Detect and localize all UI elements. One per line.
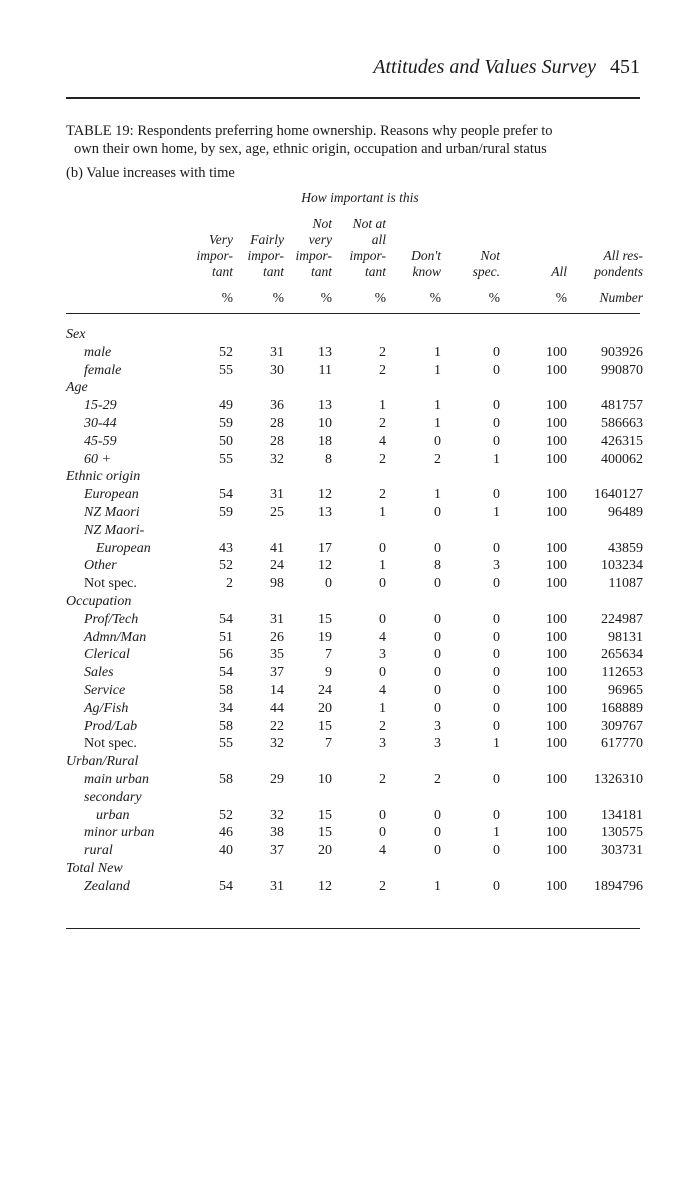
cell-notspec: 0	[493, 541, 500, 556]
cell-all: 100	[546, 558, 567, 573]
cell-all: 100	[546, 398, 567, 413]
table-row	[0, 736, 700, 754]
cell-notspec: 0	[493, 576, 500, 591]
row-label: minor urban	[84, 825, 155, 840]
table-row	[0, 612, 700, 630]
cell-dontknow: 0	[434, 647, 441, 662]
table-row	[0, 558, 700, 576]
cell-notall: 0	[379, 665, 386, 680]
cell-all: 100	[546, 630, 567, 645]
table-row	[0, 452, 700, 470]
cell-notvery: 11	[318, 363, 332, 378]
cell-notall: 2	[379, 879, 386, 894]
cell-notvery: 13	[318, 345, 332, 360]
cell-fairly: 41	[270, 541, 284, 556]
cell-all: 100	[546, 683, 567, 698]
table-row	[0, 719, 700, 737]
cell-all: 100	[546, 487, 567, 502]
table-row	[0, 825, 700, 843]
row-label: male	[84, 345, 112, 360]
row-label: 30-44	[84, 416, 117, 431]
unit-label: Number	[599, 290, 643, 305]
cell-notspec: 0	[493, 665, 500, 680]
cell-fairly: 32	[270, 452, 284, 467]
cell-notspec: 1	[493, 452, 500, 467]
cell-very: 52	[219, 558, 233, 573]
cell-very: 43	[219, 541, 233, 556]
cell-all: 100	[546, 665, 567, 680]
col-header-dontknow-line: know	[412, 264, 441, 279]
cell-notspec: 0	[493, 487, 500, 502]
cell-dontknow: 2	[434, 772, 441, 787]
cell-fairly: 44	[270, 701, 284, 716]
cell-notall: 1	[379, 701, 386, 716]
cell-fairly: 32	[270, 808, 284, 823]
cell-notvery: 7	[325, 647, 332, 662]
caption-line-1: TABLE 19: Respondents preferring home ownership. Reasons why people prefer to	[66, 123, 553, 139]
cell-notall: 1	[379, 398, 386, 413]
cell-all: 100	[546, 647, 567, 662]
row-label: Sex	[66, 327, 86, 342]
cell-fairly: 26	[270, 630, 284, 645]
cell-dontknow: 3	[434, 736, 441, 751]
cell-fairly: 98	[270, 576, 284, 591]
cell-dontknow: 0	[434, 808, 441, 823]
cell-allresp: 617770	[601, 736, 643, 751]
group-heading: How important is this	[301, 190, 419, 205]
unit-label: %	[320, 290, 332, 305]
row-label: Occupation	[66, 594, 132, 609]
cell-allresp: 1640127	[594, 487, 643, 502]
page-number: 451	[610, 56, 640, 78]
cell-notvery: 15	[318, 825, 332, 840]
cell-fairly: 28	[270, 416, 284, 431]
cell-allresp: 112653	[601, 665, 643, 680]
cell-notall: 2	[379, 487, 386, 502]
cell-notall: 0	[379, 612, 386, 627]
cell-allresp: 224987	[601, 612, 643, 627]
cell-very: 54	[219, 612, 233, 627]
cell-notvery: 18	[318, 434, 332, 449]
cell-very: 58	[219, 683, 233, 698]
cell-all: 100	[546, 541, 567, 556]
row-label: main urban	[84, 772, 149, 787]
cell-all: 100	[546, 345, 567, 360]
row-label: European	[96, 541, 151, 556]
cell-dontknow: 0	[434, 665, 441, 680]
row-label: Total New	[66, 861, 123, 876]
table-row	[0, 434, 700, 452]
table-subcaption: (b) Value increases with time	[66, 165, 235, 181]
cell-allresp: 426315	[601, 434, 643, 449]
col-header-fairly-line: tant	[262, 264, 284, 279]
cell-very: 59	[219, 505, 233, 520]
cell-very: 55	[219, 363, 233, 378]
cell-notvery: 17	[318, 541, 332, 556]
cell-allresp: 130575	[601, 825, 643, 840]
cell-notall: 2	[379, 772, 386, 787]
cell-allresp: 400062	[601, 452, 643, 467]
row-label: Age	[66, 380, 88, 395]
cell-very: 58	[219, 772, 233, 787]
cell-fairly: 32	[270, 736, 284, 751]
cell-notspec: 0	[493, 719, 500, 734]
table-row	[0, 363, 700, 381]
cell-all: 100	[546, 576, 567, 591]
cell-notspec: 1	[493, 825, 500, 840]
row-label: Prod/Lab	[84, 719, 138, 734]
cell-allresp: 265634	[601, 647, 643, 662]
cell-notall: 1	[379, 505, 386, 520]
cell-very: 54	[219, 487, 233, 502]
cell-notspec: 3	[493, 558, 500, 573]
col-header-notspec-line: Not	[480, 248, 500, 263]
table-row	[0, 398, 700, 416]
cell-notspec: 0	[493, 843, 500, 858]
cell-notspec: 0	[493, 612, 500, 627]
col-header-fairly-line: impor-	[247, 248, 284, 263]
cell-all: 100	[546, 505, 567, 520]
row-label: Prof/Tech	[84, 612, 139, 627]
cell-notall: 3	[379, 736, 386, 751]
cell-fairly: 31	[270, 487, 284, 502]
cell-notspec: 0	[493, 879, 500, 894]
cell-all: 100	[546, 719, 567, 734]
col-header-very-line: impor-	[196, 248, 233, 263]
cell-fairly: 25	[270, 505, 284, 520]
cell-dontknow: 0	[434, 576, 441, 591]
cell-notspec: 0	[493, 363, 500, 378]
row-label: European	[84, 487, 139, 502]
cell-notspec: 0	[493, 345, 500, 360]
cell-very: 55	[219, 736, 233, 751]
table-row	[0, 843, 700, 861]
cell-notvery: 10	[318, 416, 332, 431]
cell-fairly: 38	[270, 825, 284, 840]
cell-all: 100	[546, 416, 567, 431]
cell-very: 56	[219, 647, 233, 662]
column-header-rule	[66, 313, 640, 314]
table-row	[0, 701, 700, 719]
cell-dontknow: 0	[434, 612, 441, 627]
row-label: Admn/Man	[84, 630, 147, 645]
cell-very: 59	[219, 416, 233, 431]
group-label-row	[0, 594, 700, 612]
cell-notspec: 1	[493, 505, 500, 520]
row-label: Not spec.	[84, 736, 137, 751]
cell-dontknow: 0	[434, 541, 441, 556]
cell-notvery: 15	[318, 612, 332, 627]
col-header-notvery-line: impor-	[295, 248, 332, 263]
cell-notvery: 24	[318, 683, 332, 698]
col-header-notall-line: Not at	[352, 216, 386, 231]
table-row	[0, 576, 700, 594]
cell-fairly: 31	[270, 879, 284, 894]
cell-allresp: 1894796	[594, 879, 643, 894]
cell-notvery: 10	[318, 772, 332, 787]
group-label-row	[0, 861, 700, 879]
cell-allresp: 96489	[608, 505, 643, 520]
cell-all: 100	[546, 808, 567, 823]
cell-very: 58	[219, 719, 233, 734]
cell-all: 100	[546, 772, 567, 787]
cell-fairly: 14	[270, 683, 284, 698]
cell-notspec: 0	[493, 647, 500, 662]
cell-very: 51	[219, 630, 233, 645]
running-header	[66, 56, 640, 79]
cell-fairly: 35	[270, 647, 284, 662]
col-header-notvery-line: very	[308, 232, 332, 247]
cell-notvery: 0	[325, 576, 332, 591]
cell-all: 100	[546, 363, 567, 378]
cell-notvery: 12	[318, 487, 332, 502]
cell-notall: 2	[379, 416, 386, 431]
running-title: Attitudes and Values Survey	[373, 56, 596, 78]
cell-allresp: 586663	[601, 416, 643, 431]
cell-dontknow: 0	[434, 825, 441, 840]
cell-fairly: 28	[270, 434, 284, 449]
cell-dontknow: 1	[434, 363, 441, 378]
cell-all: 100	[546, 843, 567, 858]
row-label: female	[84, 363, 122, 378]
cell-very: 49	[219, 398, 233, 413]
cell-allresp: 303731	[601, 843, 643, 858]
cell-dontknow: 0	[434, 683, 441, 698]
row-label: Service	[84, 683, 126, 698]
cell-allresp: 98131	[608, 630, 643, 645]
row-label: 60 +	[84, 452, 111, 467]
table-row	[0, 647, 700, 665]
cell-notvery: 12	[318, 879, 332, 894]
cell-allresp: 1326310	[594, 772, 643, 787]
cell-very: 40	[219, 843, 233, 858]
cell-very: 54	[219, 665, 233, 680]
cell-allresp: 96965	[608, 683, 643, 698]
cell-notspec: 0	[493, 434, 500, 449]
cell-notvery: 15	[318, 719, 332, 734]
cell-very: 54	[219, 879, 233, 894]
cell-dontknow: 2	[434, 452, 441, 467]
cell-allresp: 168889	[601, 701, 643, 716]
cell-all: 100	[546, 736, 567, 751]
cell-notvery: 13	[318, 398, 332, 413]
group-label-row	[0, 790, 700, 808]
row-label: 45-59	[84, 434, 117, 449]
group-label-row	[0, 327, 700, 345]
col-header-allresp-line: All res-	[603, 248, 643, 263]
table-caption	[66, 122, 646, 158]
cell-dontknow: 0	[434, 434, 441, 449]
cell-very: 52	[219, 808, 233, 823]
cell-notall: 4	[379, 434, 386, 449]
row-label: NZ Maori	[84, 505, 140, 520]
unit-label: %	[488, 290, 500, 305]
cell-notvery: 9	[325, 665, 332, 680]
cell-dontknow: 1	[434, 416, 441, 431]
cell-notvery: 20	[318, 843, 332, 858]
cell-fairly: 36	[270, 398, 284, 413]
cell-allresp: 481757	[601, 398, 643, 413]
cell-dontknow: 3	[434, 719, 441, 734]
cell-notspec: 0	[493, 416, 500, 431]
table-row	[0, 665, 700, 683]
cell-dontknow: 1	[434, 879, 441, 894]
cell-very: 46	[219, 825, 233, 840]
cell-notvery: 13	[318, 505, 332, 520]
row-label: Clerical	[84, 647, 130, 662]
row-label: Ethnic origin	[66, 469, 141, 484]
cell-notvery: 15	[318, 808, 332, 823]
col-header-notvery-line: tant	[310, 264, 332, 279]
cell-dontknow: 0	[434, 701, 441, 716]
col-header-notall-line: tant	[364, 264, 386, 279]
cell-allresp: 990870	[601, 363, 643, 378]
caption-line-2: own their own home, by sex, age, ethnic origin, occupation and urban/rural status	[74, 141, 547, 157]
cell-all: 100	[546, 825, 567, 840]
cell-all: 100	[546, 701, 567, 716]
table-row	[0, 505, 700, 523]
row-label: 15-29	[84, 398, 117, 413]
cell-notspec: 0	[493, 772, 500, 787]
col-header-dontknow-line: Don't	[411, 248, 441, 263]
cell-notall: 0	[379, 808, 386, 823]
cell-allresp: 43859	[608, 541, 643, 556]
table-row	[0, 879, 700, 897]
cell-fairly: 31	[270, 345, 284, 360]
cell-fairly: 31	[270, 612, 284, 627]
group-label-row	[0, 523, 700, 541]
row-label: secondary	[84, 790, 142, 805]
cell-notall: 0	[379, 825, 386, 840]
cell-notall: 1	[379, 558, 386, 573]
cell-dontknow: 1	[434, 345, 441, 360]
cell-allresp: 309767	[601, 719, 643, 734]
col-header-notall-line: all	[371, 232, 386, 247]
cell-notall: 0	[379, 576, 386, 591]
col-header-allresp-line: pondents	[594, 264, 643, 279]
cell-notall: 0	[379, 541, 386, 556]
cell-dontknow: 0	[434, 843, 441, 858]
cell-very: 2	[226, 576, 233, 591]
header-rule	[66, 97, 640, 99]
cell-all: 100	[546, 879, 567, 894]
cell-fairly: 24	[270, 558, 284, 573]
table-row	[0, 345, 700, 363]
col-header-notvery-line: Not	[312, 216, 332, 231]
unit-label: %	[221, 290, 233, 305]
group-label-row	[0, 754, 700, 772]
cell-dontknow: 8	[434, 558, 441, 573]
cell-fairly: 37	[270, 843, 284, 858]
cell-notall: 4	[379, 843, 386, 858]
cell-notspec: 0	[493, 683, 500, 698]
cell-notall: 2	[379, 452, 386, 467]
cell-all: 100	[546, 612, 567, 627]
row-label: Other	[84, 558, 117, 573]
cell-fairly: 30	[270, 363, 284, 378]
row-label: Ag/Fish	[84, 701, 129, 716]
col-header-very-line: tant	[211, 264, 233, 279]
cell-dontknow: 0	[434, 630, 441, 645]
cell-very: 50	[219, 434, 233, 449]
cell-notspec: 0	[493, 808, 500, 823]
cell-notall: 2	[379, 719, 386, 734]
row-label: Not spec.	[84, 576, 137, 591]
cell-allresp: 11087	[608, 576, 643, 591]
row-label: urban	[96, 808, 130, 823]
col-header-notall-line: impor-	[349, 248, 386, 263]
cell-notall: 2	[379, 345, 386, 360]
unit-label: %	[429, 290, 441, 305]
cell-very: 52	[219, 345, 233, 360]
cell-fairly: 37	[270, 665, 284, 680]
cell-notall: 2	[379, 363, 386, 378]
row-label: rural	[84, 843, 113, 858]
cell-notspec: 1	[493, 736, 500, 751]
cell-allresp: 103234	[601, 558, 643, 573]
group-label-row	[0, 469, 700, 487]
cell-dontknow: 1	[434, 398, 441, 413]
cell-fairly: 22	[270, 719, 284, 734]
col-header-notspec-line: spec.	[472, 264, 500, 279]
cell-notspec: 0	[493, 630, 500, 645]
group-label-row	[0, 380, 700, 398]
cell-allresp: 134181	[601, 808, 643, 823]
cell-very: 34	[219, 701, 233, 716]
cell-dontknow: 0	[434, 505, 441, 520]
cell-notall: 4	[379, 630, 386, 645]
cell-allresp: 903926	[601, 345, 643, 360]
cell-notall: 3	[379, 647, 386, 662]
cell-all: 100	[546, 434, 567, 449]
row-label: Urban/Rural	[66, 754, 139, 769]
col-header-all-line: All	[551, 264, 567, 279]
cell-notvery: 7	[325, 736, 332, 751]
cell-notspec: 0	[493, 398, 500, 413]
row-label: Zealand	[84, 879, 130, 894]
table-row	[0, 416, 700, 434]
col-header-very-line: Very	[209, 232, 233, 247]
table-bottom-rule	[66, 928, 640, 929]
cell-notspec: 0	[493, 701, 500, 716]
cell-notvery: 20	[318, 701, 332, 716]
cell-notvery: 19	[318, 630, 332, 645]
unit-label: %	[272, 290, 284, 305]
cell-notall: 4	[379, 683, 386, 698]
cell-fairly: 29	[270, 772, 284, 787]
table-row	[0, 487, 700, 505]
row-label: Sales	[84, 665, 114, 680]
cell-notvery: 8	[325, 452, 332, 467]
col-header-fairly-line: Fairly	[250, 232, 284, 247]
unit-label: %	[555, 290, 567, 305]
cell-notvery: 12	[318, 558, 332, 573]
cell-all: 100	[546, 452, 567, 467]
cell-very: 55	[219, 452, 233, 467]
table-row	[0, 772, 700, 790]
table-row	[0, 683, 700, 701]
unit-label: %	[374, 290, 386, 305]
table-row	[0, 541, 700, 559]
row-label: NZ Maori-	[84, 523, 145, 538]
table-row	[0, 630, 700, 648]
table-row	[0, 808, 700, 826]
cell-dontknow: 1	[434, 487, 441, 502]
